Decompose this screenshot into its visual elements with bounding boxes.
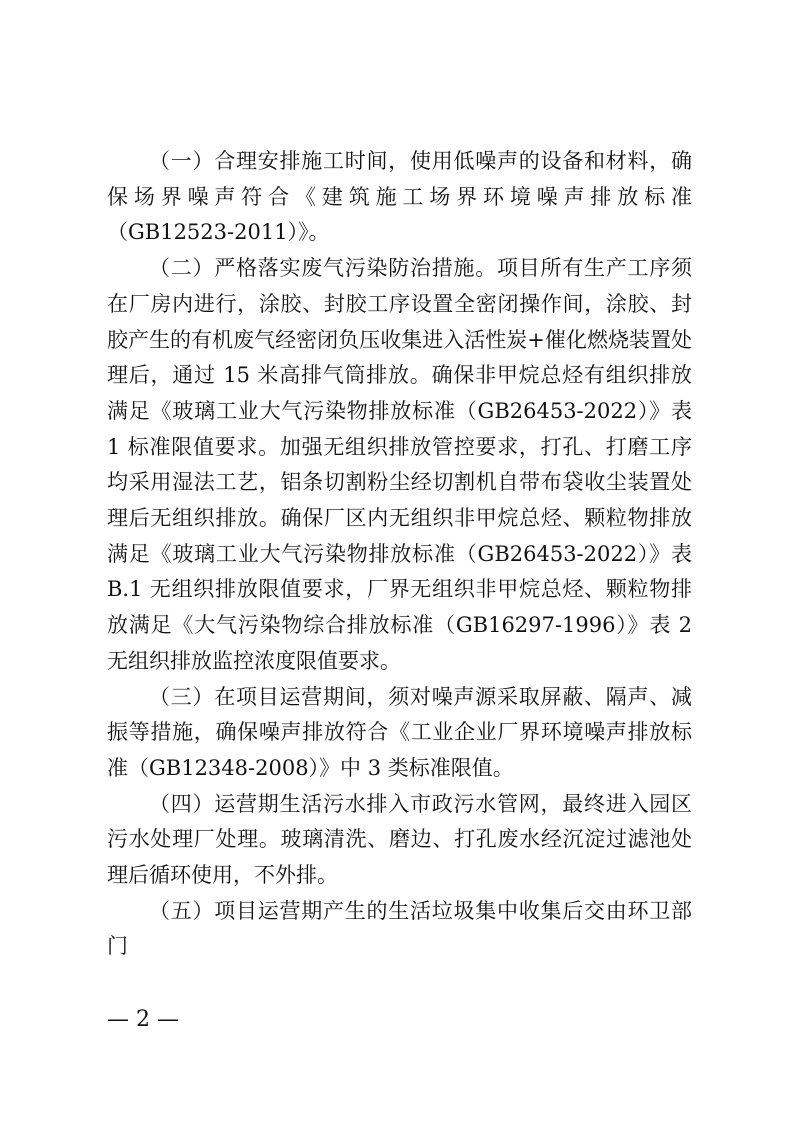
paragraph-3: （三）在项目运营期间，须对噪声源采取屏蔽、隔声、减振等措施，确保噪声排放符合《工业企业厂界环境噪声排放标准（GB12348-2008）》中 3 类标准限值。 bbox=[107, 684, 692, 780]
page-number: — 2 — bbox=[107, 1007, 179, 1032]
paragraph-4: （四）运营期生活污水排入市政污水管网，最终进入园区污水处理厂处理。玻璃清洗、磨边、打孔废水经沉淀过滤池处理后循环使用，不外排。 bbox=[107, 791, 692, 888]
paragraph-5: （五）项目运营期产生的生活垃圾集中收集后交由环卫部门 bbox=[107, 898, 692, 959]
document-body bbox=[107, 144, 692, 965]
paragraph-1: （一）合理安排施工时间，使用低噪声的设备和材料，确保场界噪声符合《建筑施工场界环境噪声排放标准（GB12523-2011）》。 bbox=[107, 149, 692, 245]
paragraph-2: （二）严格落实废气污染防治措施。项目所有生产工序须在厂房内进行，涂胶、封胶工序设置全密闭操作间，涂胶、封胶产生的有机废气经密闭负压收集进入活性炭+催化燃烧装置处理后，通过 15 米高排气筒排放。确保非甲烷总烃有组织排放满足《玻璃工业大气污染物排放标准（GB26453-2022）》表 1 标准限值要求。加强无组织排放管控要求，打孔、打磨工序均采用湿法工艺，铝条切割粉尘经切割机自带布袋收尘装置处理后无组织排放。确保厂区内无组织非甲烷总烃、颗粒物排放满足《玻璃工业大气污染物排放标准（GB26453-2022）》表 B.1 无组织排放限值要求，厂界无组织非甲烷总烃、颗粒物排放满足《大气污染物综合排放标准（GB16297-1996）》表 2 无组织排放监控浓度限值要求。 bbox=[107, 256, 692, 673]
